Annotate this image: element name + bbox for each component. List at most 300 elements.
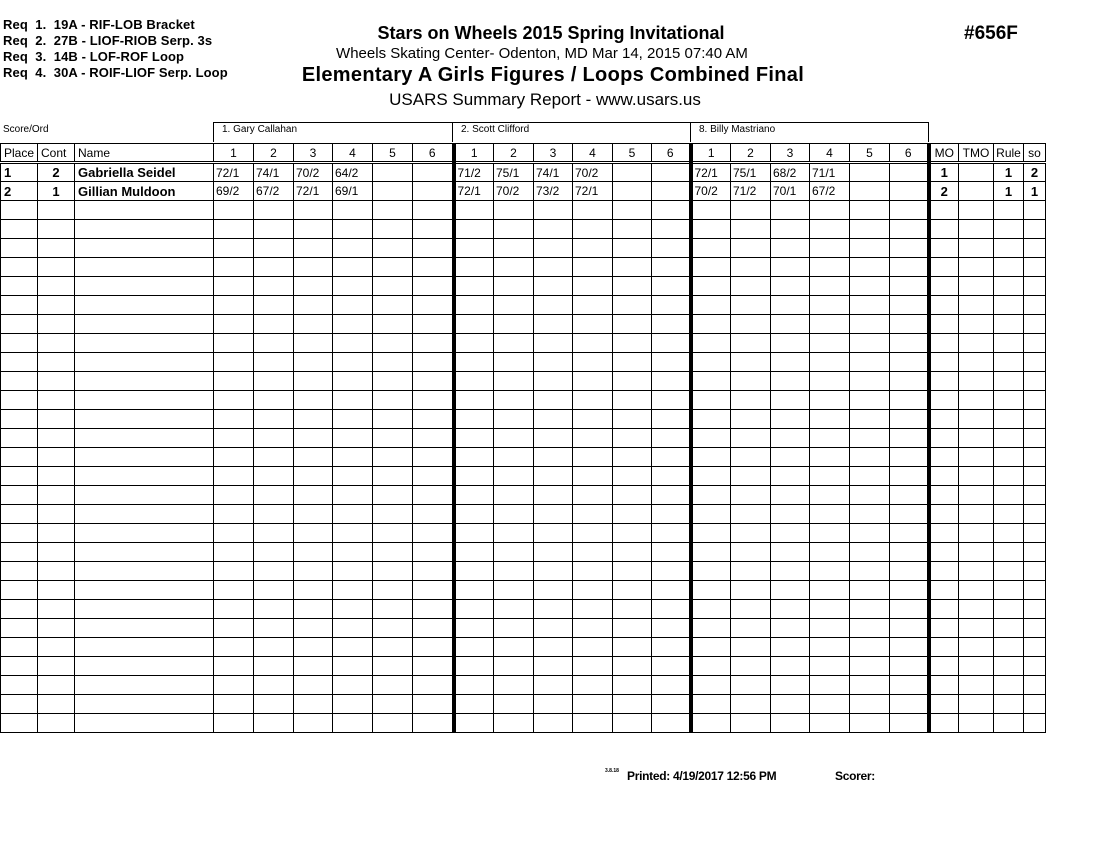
empty-cell [214,429,254,448]
empty-cell [494,220,534,239]
empty-cell [454,239,494,258]
empty-cell [75,505,214,524]
empty-cell [573,600,613,619]
empty-cell [75,448,214,467]
empty-cell [929,676,959,695]
empty-cell [413,372,454,391]
empty-cell [771,657,810,676]
empty-cell [573,581,613,600]
empty-cell [494,448,534,467]
empty-cell [373,315,413,334]
empty-cell [1024,239,1046,258]
empty-cell [613,562,652,581]
empty-cell [929,619,959,638]
empty-cell [731,391,771,410]
j3-fig-2: 2 [731,144,771,163]
empty-cell [994,239,1024,258]
empty-cell [534,543,573,562]
empty-cell [613,448,652,467]
tmo-cell [959,163,994,182]
empty-cell [691,486,731,505]
empty-cell [373,448,413,467]
empty-cell [373,410,413,429]
empty-cell [1024,562,1046,581]
empty-cell [38,239,75,258]
empty-cell [294,543,333,562]
empty-cell [691,657,731,676]
empty-cell [959,695,994,714]
score-cell [373,182,413,201]
header-row [1,144,1046,163]
empty-cell [994,600,1024,619]
empty-cell [333,315,373,334]
j1-fig-5: 5 [373,144,413,163]
empty-cell [691,277,731,296]
empty-cell [890,277,929,296]
empty-cell [38,429,75,448]
empty-row [1,486,1046,505]
empty-cell [810,239,850,258]
empty-cell [294,562,333,581]
score-cell: 67/2 [810,182,850,201]
empty-cell [691,258,731,277]
empty-cell [850,524,890,543]
empty-cell [413,524,454,543]
empty-cell [38,638,75,657]
empty-cell [573,505,613,524]
empty-cell [652,372,691,391]
empty-cell [994,391,1024,410]
empty-cell [810,296,850,315]
empty-cell [810,448,850,467]
j3-fig-3: 3 [771,144,810,163]
empty-cell [1,505,38,524]
empty-cell [454,619,494,638]
empty-cell [691,600,731,619]
empty-cell [534,638,573,657]
score-cell [613,163,652,182]
empty-cell [959,334,994,353]
empty-cell [494,619,534,638]
empty-cell [1,372,38,391]
empty-row [1,296,1046,315]
empty-cell [731,239,771,258]
empty-cell [959,429,994,448]
empty-cell [691,201,731,220]
empty-cell [1024,372,1046,391]
empty-cell [731,505,771,524]
empty-cell [454,220,494,239]
empty-cell [959,277,994,296]
j2-fig-4: 4 [573,144,613,163]
empty-cell [850,239,890,258]
empty-cell [573,524,613,543]
empty-cell [333,486,373,505]
empty-cell [75,600,214,619]
empty-cell [333,429,373,448]
empty-cell [38,714,75,733]
empty-cell [214,296,254,315]
score-cell: 69/1 [333,182,373,201]
empty-cell [731,695,771,714]
empty-cell [959,391,994,410]
empty-cell [294,657,333,676]
empty-row [1,524,1046,543]
empty-cell [333,600,373,619]
empty-cell [454,467,494,486]
empty-row [1,372,1046,391]
empty-cell [691,220,731,239]
empty-cell [959,619,994,638]
empty-cell [254,410,294,429]
empty-cell [771,695,810,714]
empty-cell [959,600,994,619]
empty-cell [333,277,373,296]
empty-cell [731,353,771,372]
empty-cell [810,429,850,448]
empty-cell [691,448,731,467]
empty-cell [810,676,850,695]
empty-cell [75,657,214,676]
table-row [1,182,1046,201]
j1-fig-2: 2 [254,144,294,163]
empty-cell [959,258,994,277]
empty-cell [959,220,994,239]
empty-cell [959,543,994,562]
empty-cell [959,315,994,334]
empty-cell [413,486,454,505]
empty-cell [652,543,691,562]
empty-cell [691,562,731,581]
empty-cell [810,543,850,562]
empty-cell [494,695,534,714]
empty-cell [214,505,254,524]
empty-cell [413,296,454,315]
empty-cell [652,619,691,638]
empty-cell [38,486,75,505]
empty-cell [613,676,652,695]
report-title: USARS Summary Report - www.usars.us [389,90,701,109]
empty-cell [929,695,959,714]
empty-cell [771,638,810,657]
empty-cell [810,372,850,391]
empty-cell [1,467,38,486]
score-cell: 71/1 [810,163,850,182]
empty-cell [652,486,691,505]
empty-cell [613,524,652,543]
empty-cell [731,315,771,334]
empty-cell [613,429,652,448]
empty-cell [494,562,534,581]
empty-cell [373,505,413,524]
j1-fig-1: 1 [214,144,254,163]
empty-cell [652,714,691,733]
empty-cell [959,638,994,657]
empty-cell [494,315,534,334]
score-cell: 75/1 [731,163,771,182]
empty-cell [959,505,994,524]
empty-cell [1024,524,1046,543]
empty-row [1,220,1046,239]
empty-cell [454,581,494,600]
empty-cell [534,239,573,258]
empty-cell [38,353,75,372]
score-cell: 70/2 [573,163,613,182]
empty-row [1,429,1046,448]
empty-cell [959,201,994,220]
empty-cell [534,524,573,543]
empty-cell [254,334,294,353]
empty-row [1,543,1046,562]
empty-cell [771,258,810,277]
empty-cell [652,600,691,619]
empty-cell [534,619,573,638]
tmo-cell [959,182,994,201]
empty-cell [75,315,214,334]
empty-row [1,676,1046,695]
empty-cell [810,391,850,410]
empty-cell [373,638,413,657]
empty-cell [929,410,959,429]
empty-cell [75,562,214,581]
empty-cell [731,600,771,619]
empty-cell [691,581,731,600]
empty-cell [294,258,333,277]
empty-cell [731,429,771,448]
empty-cell [254,543,294,562]
results-table [0,143,1046,733]
empty-cell [413,410,454,429]
empty-cell [294,676,333,695]
empty-cell [1,562,38,581]
j1-fig-4: 4 [333,144,373,163]
empty-cell [890,315,929,334]
empty-cell [534,334,573,353]
empty-cell [850,714,890,733]
empty-cell [494,581,534,600]
empty-cell [731,543,771,562]
empty-cell [534,600,573,619]
empty-cell [38,619,75,638]
empty-cell [454,486,494,505]
empty-cell [294,486,333,505]
so-cell: 1 [1024,182,1046,201]
empty-cell [731,296,771,315]
empty-cell [413,429,454,448]
empty-cell [691,543,731,562]
empty-cell [613,600,652,619]
empty-cell [214,638,254,657]
empty-cell [294,372,333,391]
empty-row [1,638,1046,657]
empty-cell [959,448,994,467]
empty-cell [214,714,254,733]
empty-cell [691,315,731,334]
score-cell: 72/1 [294,182,333,201]
empty-cell [691,695,731,714]
empty-cell [929,638,959,657]
empty-cell [613,638,652,657]
empty-cell [1024,277,1046,296]
empty-cell [214,581,254,600]
score-cell: 72/1 [454,182,494,201]
empty-cell [75,258,214,277]
empty-cell [994,410,1024,429]
empty-cell [771,505,810,524]
empty-cell [333,657,373,676]
empty-cell [1024,657,1046,676]
empty-cell [534,315,573,334]
empty-cell [413,714,454,733]
empty-cell [294,201,333,220]
empty-cell [333,467,373,486]
empty-cell [850,638,890,657]
venue-line: Wheels Skating Center- Odenton, MD Mar 14, 2015 07:40 AM [336,45,748,62]
empty-cell [929,657,959,676]
empty-cell [413,505,454,524]
printed-timestamp: Printed: 4/19/2017 12:56 PM [627,769,777,783]
empty-cell [994,543,1024,562]
score-cell: 74/1 [534,163,573,182]
empty-cell [929,562,959,581]
empty-cell [731,258,771,277]
empty-cell [75,391,214,410]
empty-cell [333,391,373,410]
empty-cell [254,448,294,467]
empty-cell [959,296,994,315]
empty-cell [333,562,373,581]
empty-cell [413,239,454,258]
empty-cell [573,296,613,315]
empty-cell [214,391,254,410]
empty-cell [294,334,333,353]
empty-cell [771,201,810,220]
empty-cell [534,448,573,467]
empty-cell [75,695,214,714]
empty-cell [38,296,75,315]
empty-cell [929,543,959,562]
empty-cell [333,448,373,467]
empty-cell [850,448,890,467]
empty-cell [413,201,454,220]
empty-cell [38,676,75,695]
col-mo: MO [929,144,959,163]
empty-cell [652,676,691,695]
empty-cell [810,695,850,714]
empty-cell [413,695,454,714]
empty-cell [613,277,652,296]
empty-cell [1,543,38,562]
empty-cell [959,524,994,543]
mo-cell: 2 [929,182,959,201]
empty-cell [534,467,573,486]
empty-cell [38,467,75,486]
event-title: Stars on Wheels 2015 Spring Invitational [377,23,725,43]
empty-cell [38,220,75,239]
empty-cell [850,505,890,524]
empty-cell [294,695,333,714]
empty-cell [850,581,890,600]
empty-cell [254,714,294,733]
empty-cell [373,220,413,239]
empty-cell [413,562,454,581]
empty-cell [413,315,454,334]
empty-cell [613,410,652,429]
empty-cell [994,695,1024,714]
empty-cell [38,334,75,353]
empty-cell [534,429,573,448]
empty-cell [652,429,691,448]
empty-cell [850,220,890,239]
empty-cell [652,695,691,714]
empty-cell [75,467,214,486]
empty-cell [652,201,691,220]
empty-cell [1,296,38,315]
requirement-4: Req 4. 30A - ROIF-LIOF Serp. Loop [3,65,228,80]
empty-cell [890,657,929,676]
empty-cell [254,695,294,714]
empty-cell [613,315,652,334]
col-cont: Cont [38,144,75,163]
empty-cell [613,505,652,524]
empty-cell [1,638,38,657]
empty-cell [691,239,731,258]
empty-row [1,201,1046,220]
empty-cell [38,315,75,334]
empty-cell [38,562,75,581]
empty-cell [771,581,810,600]
empty-cell [613,467,652,486]
empty-cell [850,695,890,714]
empty-cell [534,562,573,581]
empty-cell [1024,315,1046,334]
empty-cell [994,429,1024,448]
empty-cell [994,581,1024,600]
empty-cell [1,448,38,467]
empty-cell [929,372,959,391]
rule-cell: 1 [994,182,1024,201]
empty-cell [214,315,254,334]
empty-cell [959,714,994,733]
empty-cell [929,296,959,315]
empty-cell [691,296,731,315]
empty-row [1,258,1046,277]
requirement-2: Req 2. 27B - LIOF-RIOB Serp. 3s [3,33,213,48]
empty-cell [959,657,994,676]
empty-cell [959,486,994,505]
empty-cell [573,429,613,448]
empty-cell [254,277,294,296]
empty-cell [890,581,929,600]
empty-cell [333,296,373,315]
empty-cell [929,277,959,296]
empty-row [1,353,1046,372]
empty-cell [994,562,1024,581]
empty-cell [1,676,38,695]
empty-cell [373,695,413,714]
empty-cell [534,581,573,600]
empty-cell [1024,258,1046,277]
empty-cell [1,220,38,239]
empty-cell [494,296,534,315]
empty-cell [454,657,494,676]
empty-cell [731,372,771,391]
empty-cell [75,676,214,695]
empty-cell [890,372,929,391]
empty-cell [850,258,890,277]
empty-cell [534,201,573,220]
score-cell [890,182,929,201]
